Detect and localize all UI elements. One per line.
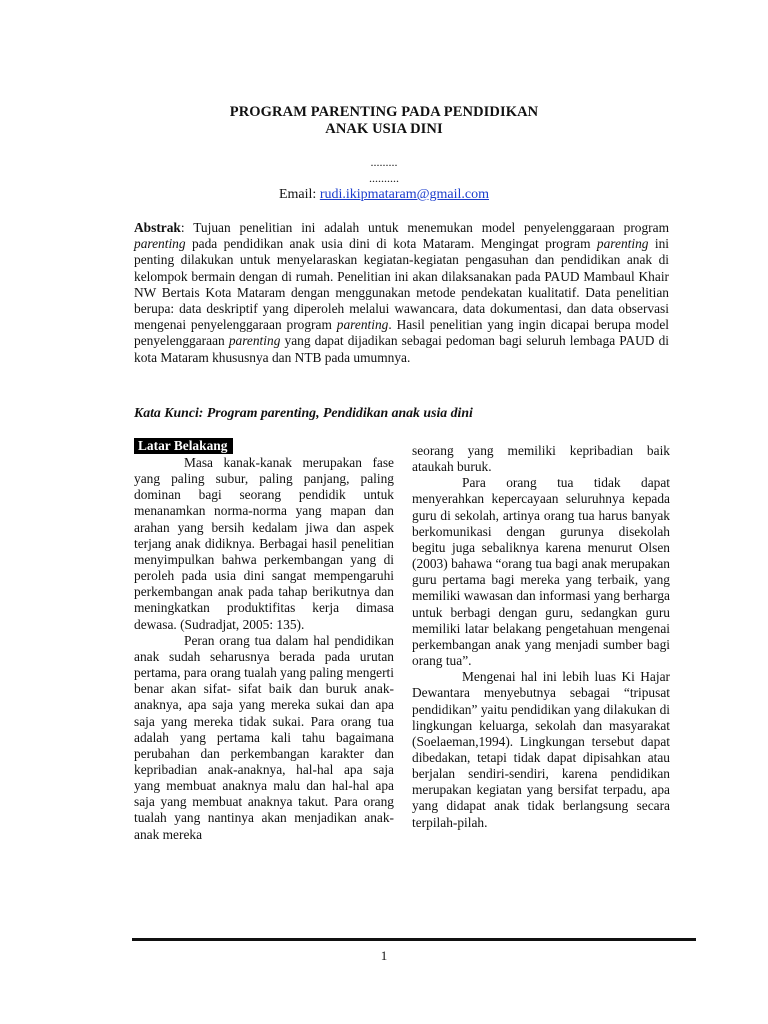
left-paragraph-1: Masa kanak-kanak merupakan fase yang paling subur, paling panjang, paling dominan bagi seorang pendidik untuk menanamkan norma-norma yang mapan dan arahan yang bersih kedalam jiwa dan aspek terjang anak didiknya. Berbagai hasil penelitian menyimpulkan bahwa perkembangan yang di peroleh pada usia dini sangat mempengaruhi perkembangan anak pada tahap berikutnya dan meningkatkan produktifitas kerja dimasa dewasa. (Sudradjat, 2005: 135).	[134, 455, 394, 632]
keywords: Kata Kunci: Program parenting, Pendidikan anak usia dini	[134, 405, 473, 420]
author-1: .........	[370, 155, 398, 169]
abstract-text-5: yang dapat dijadikan sebagai pedoman bagi seluruh lembaga PAUD di kota Mataram khususnya dan NTB pada umumnya.	[134, 333, 669, 365]
abstract	[134, 220, 669, 366]
abstract-text-2: pada pendidikan anak usia dini di kota Mataram. Mengingat program	[185, 236, 597, 252]
author-block	[0, 154, 768, 186]
title-line-2: ANAK USIA DINI	[325, 121, 443, 137]
right-column	[412, 443, 670, 831]
right-paragraph-3: Mengenai hal ini lebih luas Ki Hajar Dewantara menyebutnya sebagai “tripusat pendidikan” yaitu pendidikan yang dilakukan di lingkungan keluarga, sekolah dan masyarakat (Soelaeman,1994). Lingkungan tersebut dapat dibedakan, tetapi tidak dapat dipisahkan atau berjalan sendiri-sendiri, karena pendidikan merupakan kegiatan yang bersifat terpadu, apa yang didapat anak tidak berlangsung secara terpilah-pilah.	[412, 669, 670, 830]
abstract-text-4: . Hasil penelitian yang ingin dicapai berupa model penyelenggaraan	[134, 317, 670, 349]
right-paragraph-1: seorang yang memiliki kepribadian baik ataukah buruk.	[412, 443, 670, 475]
abstract-text-1: : Tujuan penelitian ini adalah untuk menemukan model penyelenggaraan program	[180, 220, 669, 235]
email-line	[0, 186, 768, 204]
author-2: ..........	[369, 171, 399, 185]
email-link[interactable]: rudi.ikipmataram@gmail.com	[319, 187, 489, 202]
abstract-em-1: parenting	[134, 236, 186, 252]
footer-rule	[132, 938, 696, 941]
email-label: Email:	[278, 187, 320, 202]
abstract-em-4: parenting	[228, 333, 281, 349]
left-paragraph-2: Peran orang tua dalam hal pendidikan anak sudah seharusnya berada pada urutan pertama, para orang tualah yang paling mengerti benar akan sifat- sifat baik dan buruk anak-anaknya, apa saja yang mereka sukai dan apa saja yang mereka tidak sukai. Para orang tua adalah yang pertama kali tahu bagaimana perubahan dan perkembangan karakter dan kepribadian anak-anaknya, hal-hal apa saja yang membuat anaknya malu dan hal-hal apa saja yang membuat anaknya takut. Para orang tualah yang nantinya akan menjadikan anak-anak mereka	[134, 632, 394, 842]
right-paragraph-2: Para orang tua tidak dapat menyerahkan kepercayaan seluruhnya kepada guru di sekolah, artinya orang tua harus banyak berkomunikasi dengan gurunya disekolah begitu juga sebaliknya karena menurut Olsen (2003) bahawa “orang tua bagi anak merupakan guru pertama bagi mereka yang terbaik, yang memiliki wawasan dan informasi yang berharga untuk berbagi dengan guru, sedangkan guru memiliki latar belakang pengetahuan mengenai perkembangan anak yang menjadi sumber bagi orang tua”.	[412, 475, 670, 669]
title-line-1: PROGRAM PARENTING PADA PENDIDIKAN	[229, 104, 539, 120]
section-heading: Latar Belakang	[134, 438, 233, 454]
paper-title	[0, 104, 768, 138]
left-column	[134, 438, 394, 843]
abstract-text-3: ini penting dilakukan untuk menyelaraskan kegiatan-kegiatan pengasuhan dan pendidikan anak di kelompok bermain dengan di rumah. Penelitian ini akan dilaksanakan pada PAUD Mambaul Khair NW Bertais Kota Mataram dengan menggunakan metode pendekatan kualitatif. Data penelitian berupa: data deskriptif yang diperoleh melalui wawancara, data dokumentasi, dan data observasi mengenai penyelenggaraan program	[134, 236, 669, 333]
abstract-label: Abstrak	[134, 220, 181, 235]
abstract-em-3: parenting	[336, 317, 389, 333]
page-number: 1	[380, 948, 388, 963]
abstract-em-2: parenting	[596, 236, 649, 252]
